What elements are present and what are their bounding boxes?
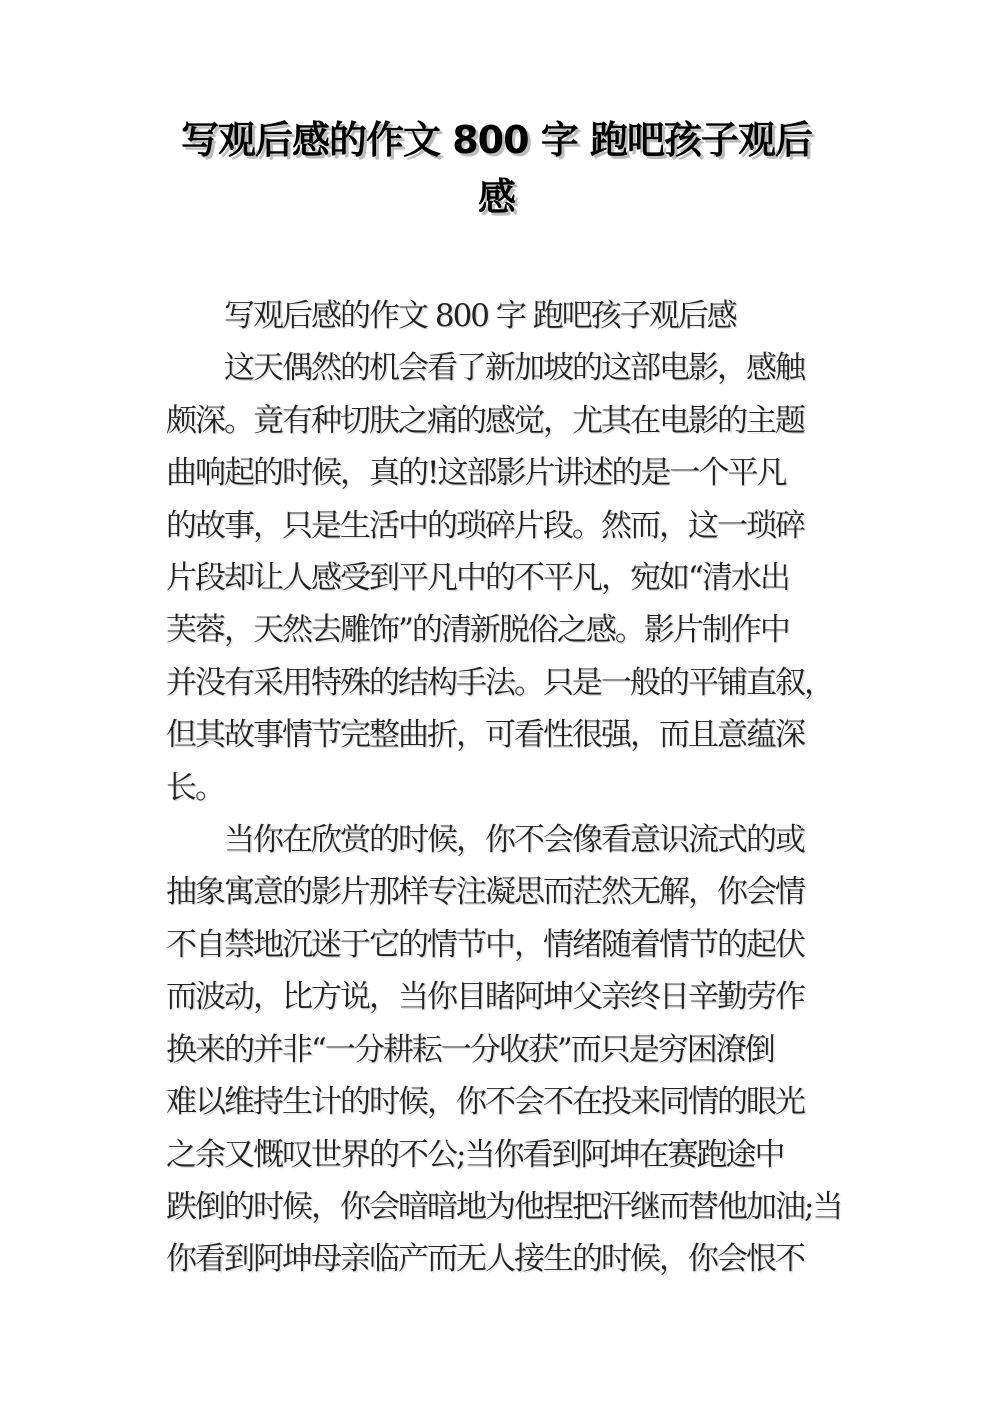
body-text-line: 芙蓉，天然去雕饰”的清新脱俗之感。影片制作中 <box>166 612 789 649</box>
body-text-line: 片段却让人感受到平凡中的不平凡，宛如“清水出 <box>166 560 789 597</box>
document-body <box>166 290 956 1286</box>
body-text-line: 写观后感的作文 800 字 跑吧孩子观后感 <box>166 298 736 334</box>
title-line: 写观后感的作文 800 字 跑吧孩子观后 <box>180 118 812 162</box>
body-text-line: 跌倒的时候，你会暗暗地为他捏把汗继而替他加油;当 <box>166 1188 842 1225</box>
body-text-line: 不自禁地沉迷于它的情节中，情绪随着情节的起伏 <box>166 926 804 963</box>
document-title <box>0 112 993 226</box>
body-text-line: 换来的并非“一分耕耘一分收获”而只是穷困潦倒 <box>166 1031 774 1068</box>
body-text-line: 颇深。竟有种切肤之痛的感觉，尤其在电影的主题 <box>166 402 804 439</box>
body-text-line: 抽象寓意的影片那样专注凝思而茫然无解，你会情 <box>166 874 804 911</box>
title-line: 感 <box>477 175 515 219</box>
body-text-line: 你看到阿坤母亲临产而无人接生的时候，你会恨不 <box>166 1241 804 1278</box>
body-text-line: 当你在欣赏的时候，你不会像看意识流式的或 <box>166 822 804 859</box>
body-text-line: 曲响起的时候，真的!这部影片讲述的是一个平凡 <box>166 455 786 492</box>
body-text-line: 之余又慨叹世界的不公;当你看到阿坤在赛跑途中 <box>166 1136 784 1173</box>
body-text-line: 长。 <box>166 769 224 806</box>
body-text-line: 难以维持生计的时候，你不会不在投来同情的眼光 <box>166 1084 804 1121</box>
body-text-line: 的故事，只是生活中的琐碎片段。然而，这一琐碎 <box>166 507 804 544</box>
body-text-line: 并没有采用特殊的结构手法。只是一般的平铺直叙， <box>166 664 833 701</box>
body-text-line: 这天偶然的机会看了新加坡的这部电影，感触 <box>166 350 804 387</box>
body-text-line: 但其故事情节完整曲折，可看性很强，而且意蕴深 <box>166 717 804 754</box>
body-text-line: 而波动，比方说，当你目睹阿坤父亲终日辛勤劳作 <box>166 979 804 1016</box>
